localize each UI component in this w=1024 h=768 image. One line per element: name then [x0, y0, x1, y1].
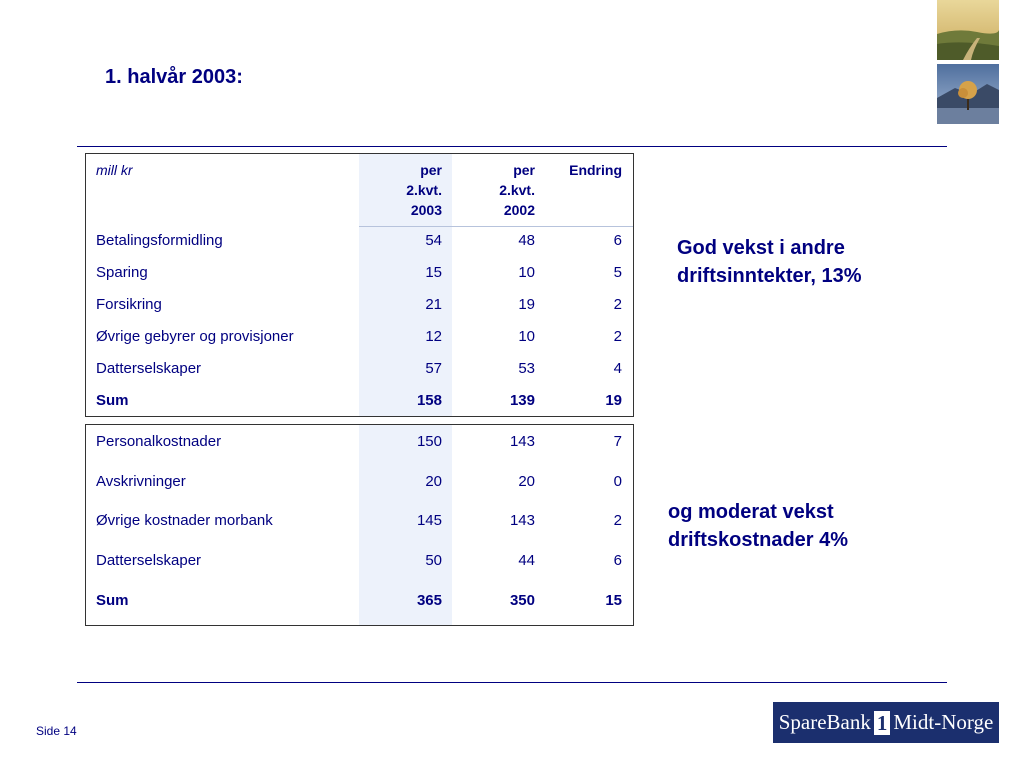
bottom-divider [77, 682, 947, 683]
income-table [85, 153, 634, 417]
table-row: Personalkostnader 150 143 7 [96, 433, 622, 450]
table-sum-row: Sum 158 139 19 [96, 392, 622, 409]
table-row: Datterselskaper 57 53 4 [96, 360, 622, 377]
table-row: Datterselskaper 50 44 6 [96, 552, 622, 569]
landscape-photo-tree [937, 64, 999, 124]
column-header-2002: per 2.kvt. 2002 [499, 162, 535, 218]
table-row: Øvrige kostnader morbank 145 143 2 [96, 512, 622, 529]
table-row: Sparing 15 10 5 [96, 264, 622, 281]
income-comment: God vekst i andre driftsinntekter, 13% [677, 237, 862, 287]
cost-comment: og moderat vekst driftskostnader 4% [668, 501, 849, 551]
header-divider [359, 226, 633, 227]
table-row: Avskrivninger 20 20 0 [96, 473, 622, 490]
cost-table [85, 424, 634, 626]
landscape-photo-road [937, 0, 999, 60]
page-title: 1. halvår 2003: [105, 66, 243, 88]
table-row: Øvrige gebyrer og provisjoner 12 10 2 [96, 328, 622, 345]
table-sum-row: Sum 365 350 15 [96, 592, 622, 609]
page-number: Side 14 [36, 724, 77, 738]
top-divider [77, 146, 947, 147]
unit-label: mill kr [96, 162, 133, 178]
table-row: Forsikring 21 19 2 [96, 296, 622, 313]
table-row: Betalingsformidling 54 48 6 [96, 232, 622, 249]
column-header-change: Endring [569, 162, 622, 178]
sparebank-logo: SpareBank 1 Midt-Norge [773, 702, 999, 743]
column-header-2003: per 2.kvt. 2003 [406, 162, 442, 218]
